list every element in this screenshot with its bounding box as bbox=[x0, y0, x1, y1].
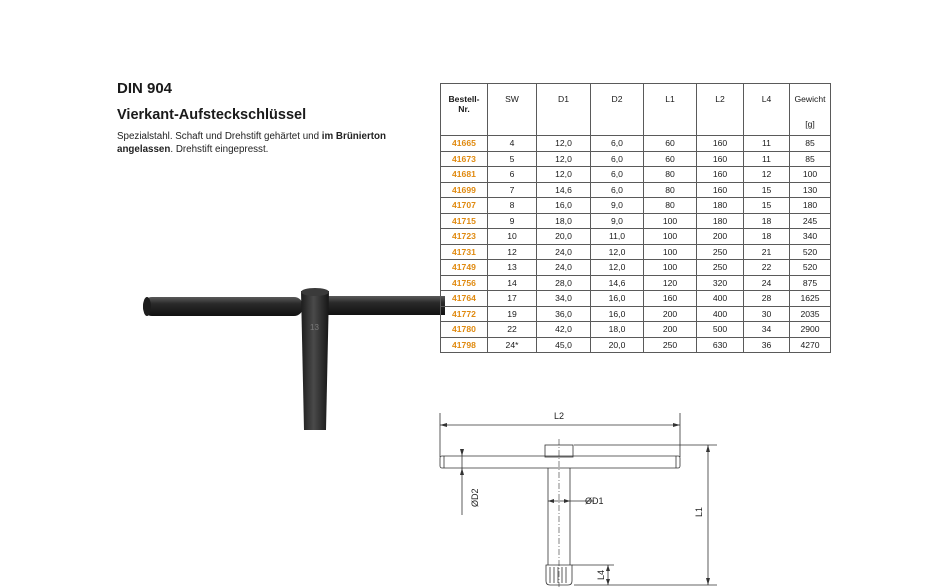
cell-d2: 14,6 bbox=[591, 275, 644, 291]
cell-l1: 200 bbox=[644, 322, 697, 338]
cell-sw: 9 bbox=[488, 213, 537, 229]
cell-sw: 13 bbox=[488, 260, 537, 276]
cell-d1: 12,0 bbox=[537, 136, 591, 152]
cell-g: 85 bbox=[790, 151, 831, 167]
cell-nr: 41731 bbox=[441, 244, 488, 260]
cell-l4: 15 bbox=[744, 182, 790, 198]
cell-g: 4270 bbox=[790, 337, 831, 353]
cell-l4: 12 bbox=[744, 167, 790, 183]
cell-nr: 41715 bbox=[441, 213, 488, 229]
cell-d2: 9,0 bbox=[591, 213, 644, 229]
cell-l2: 160 bbox=[697, 182, 744, 198]
cell-g: 875 bbox=[790, 275, 831, 291]
cell-d1: 12,0 bbox=[537, 151, 591, 167]
cell-l1: 80 bbox=[644, 167, 697, 183]
cell-l4: 24 bbox=[744, 275, 790, 291]
cell-sw: 19 bbox=[488, 306, 537, 322]
table-row bbox=[441, 167, 831, 183]
header-weight-label: Gewicht bbox=[794, 94, 826, 104]
cell-l1: 100 bbox=[644, 244, 697, 260]
cell-l2: 160 bbox=[697, 151, 744, 167]
cell-l2: 250 bbox=[697, 260, 744, 276]
cell-d2: 12,0 bbox=[591, 244, 644, 260]
cell-d1: 20,0 bbox=[537, 229, 591, 245]
table-row bbox=[441, 182, 831, 198]
cell-l1: 80 bbox=[644, 182, 697, 198]
cell-nr: 41798 bbox=[441, 337, 488, 353]
cell-nr: 41780 bbox=[441, 322, 488, 338]
cell-d1: 12,0 bbox=[537, 167, 591, 183]
cell-g: 245 bbox=[790, 213, 831, 229]
cell-d1: 24,0 bbox=[537, 244, 591, 260]
cell-g: 130 bbox=[790, 182, 831, 198]
cell-g: 2900 bbox=[790, 322, 831, 338]
cell-sw: 5 bbox=[488, 151, 537, 167]
cell-l1: 60 bbox=[644, 151, 697, 167]
cell-d2: 6,0 bbox=[591, 167, 644, 183]
cell-d1: 45,0 bbox=[537, 337, 591, 353]
spec-table-body bbox=[441, 136, 831, 353]
cell-d1: 24,0 bbox=[537, 260, 591, 276]
cell-g: 520 bbox=[790, 260, 831, 276]
description-text-1: Spezialstahl. Schaft und Drehstift gehärtet und bbox=[117, 131, 322, 142]
cell-l4: 22 bbox=[744, 260, 790, 276]
technical-drawing bbox=[432, 405, 722, 587]
header-l2 bbox=[697, 84, 744, 136]
table-row bbox=[441, 275, 831, 291]
dim-l2-label: L2 bbox=[554, 411, 565, 421]
cell-sw: 7 bbox=[488, 182, 537, 198]
cell-nr: 41673 bbox=[441, 151, 488, 167]
cell-nr: 41723 bbox=[441, 229, 488, 245]
cell-d1: 14,6 bbox=[537, 182, 591, 198]
cell-d2: 6,0 bbox=[591, 151, 644, 167]
cell-g: 85 bbox=[790, 136, 831, 152]
cell-g: 100 bbox=[790, 167, 831, 183]
table-row bbox=[441, 198, 831, 214]
header-d2-label: D2 bbox=[611, 94, 623, 104]
cell-g: 1625 bbox=[790, 291, 831, 307]
cell-d1: 34,0 bbox=[537, 291, 591, 307]
cell-d2: 18,0 bbox=[591, 322, 644, 338]
product-title: Vierkant-Aufsteckschlüssel bbox=[117, 107, 307, 123]
header-l1-label: L1 bbox=[665, 94, 675, 104]
header-article-line2: Nr. bbox=[458, 104, 470, 114]
product-description bbox=[117, 130, 417, 156]
cell-l2: 180 bbox=[697, 213, 744, 229]
cell-l4: 36 bbox=[744, 337, 790, 353]
cell-l4: 15 bbox=[744, 198, 790, 214]
cell-sw: 4 bbox=[488, 136, 537, 152]
table-row bbox=[441, 291, 831, 307]
cell-g: 180 bbox=[790, 198, 831, 214]
table-header-row bbox=[441, 84, 831, 136]
header-article-line1: Bestell- bbox=[448, 94, 480, 104]
header-sw-label: SW bbox=[505, 94, 519, 104]
header-weight bbox=[790, 84, 831, 136]
cell-d2: 16,0 bbox=[591, 306, 644, 322]
cell-d1: 36,0 bbox=[537, 306, 591, 322]
cell-nr: 41749 bbox=[441, 260, 488, 276]
cell-l1: 160 bbox=[644, 291, 697, 307]
header-article bbox=[441, 84, 488, 136]
dim-d2-text: D2 bbox=[470, 488, 480, 500]
cell-d2: 16,0 bbox=[591, 291, 644, 307]
cell-l2: 630 bbox=[697, 337, 744, 353]
cell-l4: 30 bbox=[744, 306, 790, 322]
standard-title: DIN 904 bbox=[117, 80, 173, 97]
header-l1 bbox=[644, 84, 697, 136]
cell-nr: 41764 bbox=[441, 291, 488, 307]
header-weight-unit: [g] bbox=[805, 119, 815, 129]
cell-d2: 6,0 bbox=[591, 182, 644, 198]
cell-d1: 42,0 bbox=[537, 322, 591, 338]
cell-l4: 11 bbox=[744, 136, 790, 152]
cell-g: 2035 bbox=[790, 306, 831, 322]
cell-sw: 8 bbox=[488, 198, 537, 214]
table-row bbox=[441, 322, 831, 338]
cell-l4: 28 bbox=[744, 291, 790, 307]
cell-l4: 11 bbox=[744, 151, 790, 167]
header-d1 bbox=[537, 84, 591, 136]
cell-d2: 9,0 bbox=[591, 198, 644, 214]
cell-l1: 100 bbox=[644, 229, 697, 245]
t-handle-wrench-photo bbox=[135, 282, 445, 432]
table-row bbox=[441, 136, 831, 152]
cell-l2: 400 bbox=[697, 306, 744, 322]
spec-table bbox=[440, 83, 831, 353]
cell-l2: 160 bbox=[697, 167, 744, 183]
cell-l1: 100 bbox=[644, 213, 697, 229]
diameter-symbol-d2: Ø bbox=[470, 499, 480, 507]
cell-sw: 14 bbox=[488, 275, 537, 291]
cell-d1: 18,0 bbox=[537, 213, 591, 229]
cell-l2: 180 bbox=[697, 198, 744, 214]
cell-l4: 18 bbox=[744, 229, 790, 245]
cell-l4: 18 bbox=[744, 213, 790, 229]
table-row bbox=[441, 151, 831, 167]
cell-nr: 41665 bbox=[441, 136, 488, 152]
cell-l1: 100 bbox=[644, 260, 697, 276]
cell-l2: 500 bbox=[697, 322, 744, 338]
cell-sw: 10 bbox=[488, 229, 537, 245]
table-row bbox=[441, 244, 831, 260]
cell-d2: 11,0 bbox=[591, 229, 644, 245]
table-row bbox=[441, 306, 831, 322]
cell-l2: 200 bbox=[697, 229, 744, 245]
cell-l4: 21 bbox=[744, 244, 790, 260]
table-row bbox=[441, 213, 831, 229]
header-l4 bbox=[744, 84, 790, 136]
cell-l2: 320 bbox=[697, 275, 744, 291]
dim-d1-label bbox=[585, 496, 604, 506]
cell-g: 340 bbox=[790, 229, 831, 245]
cell-g: 520 bbox=[790, 244, 831, 260]
diameter-symbol-d1: Ø bbox=[585, 496, 593, 506]
cell-l1: 120 bbox=[644, 275, 697, 291]
cell-l2: 400 bbox=[697, 291, 744, 307]
header-l2-label: L2 bbox=[715, 94, 725, 104]
header-sw bbox=[488, 84, 537, 136]
cell-l2: 160 bbox=[697, 136, 744, 152]
cell-l1: 200 bbox=[644, 306, 697, 322]
cell-nr: 41699 bbox=[441, 182, 488, 198]
dim-d2-label bbox=[470, 488, 480, 507]
cell-l1: 80 bbox=[644, 198, 697, 214]
cell-nr: 41707 bbox=[441, 198, 488, 214]
cell-nr: 41681 bbox=[441, 167, 488, 183]
dim-l4-label: L4 bbox=[596, 569, 606, 580]
header-d1-label: D1 bbox=[558, 94, 569, 104]
cell-d2: 20,0 bbox=[591, 337, 644, 353]
cell-nr: 41772 bbox=[441, 306, 488, 322]
cell-d2: 12,0 bbox=[591, 260, 644, 276]
cell-d1: 28,0 bbox=[537, 275, 591, 291]
cell-sw: 12 bbox=[488, 244, 537, 260]
description-bold: im Brünierton angelassen bbox=[117, 131, 387, 155]
cell-d1: 16,0 bbox=[537, 198, 591, 214]
cell-sw: 17 bbox=[488, 291, 537, 307]
table-row bbox=[441, 337, 831, 353]
dim-d1-text: D1 bbox=[592, 496, 604, 506]
header-l4-label: L4 bbox=[761, 94, 772, 104]
cell-sw: 24* bbox=[488, 337, 537, 353]
wrench-stamp: 13 bbox=[310, 323, 319, 332]
cell-l1: 250 bbox=[644, 337, 697, 353]
table-row bbox=[441, 260, 831, 276]
cell-sw: 22 bbox=[488, 322, 537, 338]
cell-nr: 41756 bbox=[441, 275, 488, 291]
header-d2 bbox=[591, 84, 644, 136]
cell-l1: 60 bbox=[644, 136, 697, 152]
description-text-2: . Drehstift eingepresst. bbox=[170, 144, 269, 155]
dim-l1-label: L1 bbox=[694, 506, 704, 517]
cell-l4: 34 bbox=[744, 322, 790, 338]
table-row bbox=[441, 229, 831, 245]
cell-d2: 6,0 bbox=[591, 136, 644, 152]
cell-l2: 250 bbox=[697, 244, 744, 260]
cell-sw: 6 bbox=[488, 167, 537, 183]
